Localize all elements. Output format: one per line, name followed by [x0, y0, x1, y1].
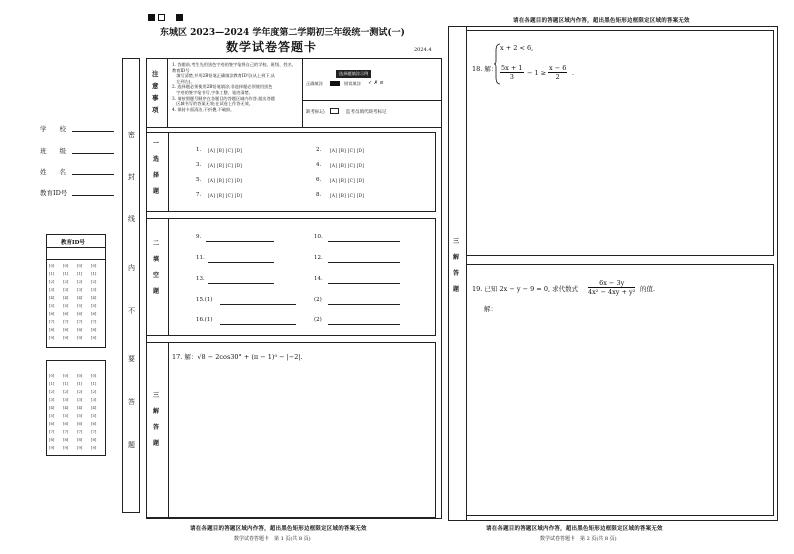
- id-bubble[interactable]: [0]: [49, 263, 55, 268]
- id-bubble[interactable]: [2]: [49, 279, 55, 284]
- id-bubble[interactable]: [1]: [63, 271, 69, 276]
- id-bubble[interactable]: [0]: [91, 373, 97, 378]
- question-18-line1: x + 2 < 6,: [500, 44, 534, 52]
- seal-char: 题: [128, 441, 135, 449]
- divider: [168, 342, 169, 518]
- id-bubble[interactable]: [2]: [77, 389, 83, 394]
- correct-fill-example: [330, 81, 340, 86]
- blank-number: 12.: [314, 255, 323, 261]
- answer-area-17[interactable]: [172, 364, 432, 512]
- section-mc-label: 一 选 择 题: [153, 140, 160, 195]
- answer-area-18[interactable]: [472, 92, 768, 250]
- id-bubble[interactable]: [0]: [49, 373, 55, 378]
- warning-text: 请在各题目的答题区域内作答，超出黑色矩形边框限定区域的答案无效: [486, 526, 663, 532]
- divider: [302, 100, 442, 101]
- mc-options[interactable]: [A] [B] [C] [D]: [330, 163, 365, 168]
- page-footer: 数学试卷答题卡 第 1 页(共 8 页): [234, 536, 311, 542]
- absent-label: 缺考标记:: [306, 110, 326, 115]
- mc-number: 3.: [196, 162, 202, 168]
- id-bubble[interactable]: [3]: [77, 287, 83, 292]
- id-bubble[interactable]: [0]: [63, 373, 69, 378]
- digit-grid: [46, 360, 106, 456]
- edu-id-grid: [46, 234, 106, 348]
- page-title: 东城区 2023—2024 学年度第二学期初三年级统一测试(一): [160, 28, 405, 38]
- id-bubble[interactable]: [6]: [77, 311, 83, 316]
- mc-number: 2.: [316, 147, 322, 153]
- id-bubble[interactable]: [6]: [91, 421, 97, 426]
- school-label: 学 校: [40, 125, 66, 133]
- mc-options[interactable]: [A] [B] [C] [D]: [330, 148, 365, 153]
- seal-char: 封: [128, 173, 135, 181]
- seal-char: 线: [128, 215, 135, 223]
- id-bubble[interactable]: [7]: [63, 429, 69, 434]
- page-subtitle: 数学试卷答题卡: [226, 40, 318, 54]
- id-bubble[interactable]: [0]: [77, 263, 83, 268]
- id-bubble[interactable]: [8]: [77, 327, 83, 332]
- absent-checkbox[interactable]: [330, 108, 339, 114]
- id-bubble[interactable]: [3]: [63, 397, 69, 402]
- blank-number: 14.: [314, 276, 323, 282]
- question-18-prefix: 18. 解：: [472, 65, 498, 73]
- seal-char: 内: [128, 264, 135, 272]
- id-bubble[interactable]: [7]: [77, 429, 83, 434]
- id-bubble[interactable]: [3]: [63, 287, 69, 292]
- blank-answer-line[interactable]: [208, 283, 274, 284]
- id-bubble[interactable]: [5]: [63, 413, 69, 418]
- mc-number: 7.: [196, 192, 202, 198]
- id-bubble[interactable]: [1]: [49, 271, 55, 276]
- id-bubble[interactable]: [4]: [49, 405, 55, 410]
- notice-label: 注 意 事 项: [152, 70, 159, 114]
- blank-number: 16.(1): [196, 317, 213, 323]
- mc-number: 4.: [316, 162, 322, 168]
- mc-options[interactable]: [A] [B] [C] [D]: [330, 178, 365, 183]
- id-bubble[interactable]: [1]: [77, 271, 83, 276]
- id-bubble[interactable]: [4]: [63, 295, 69, 300]
- id-bubble[interactable]: [3]: [91, 287, 97, 292]
- id-bubble[interactable]: [6]: [77, 421, 83, 426]
- id-bubble[interactable]: [3]: [91, 397, 97, 402]
- edu-id-label: 教育ID号: [40, 189, 68, 197]
- blank-number: 11.: [196, 255, 205, 261]
- alignment-marker: [158, 14, 165, 21]
- id-bubble[interactable]: [1]: [49, 381, 55, 386]
- divider: [302, 58, 303, 128]
- blank-number: (2): [314, 317, 322, 323]
- id-bubble[interactable]: [0]: [63, 263, 69, 268]
- id-bubble[interactable]: [9]: [77, 445, 83, 450]
- id-bubble[interactable]: [2]: [91, 389, 97, 394]
- fill-example-label: 选择题填涂示例: [336, 70, 371, 78]
- id-bubble[interactable]: [4]: [63, 405, 69, 410]
- blank-answer-line[interactable]: [208, 262, 274, 263]
- mc-number: 8.: [316, 192, 322, 198]
- id-bubble[interactable]: [9]: [63, 445, 69, 450]
- id-bubble[interactable]: [9]: [49, 445, 55, 450]
- blank-number: 10.: [314, 234, 323, 240]
- divider: [167, 58, 168, 128]
- name-input[interactable]: [72, 174, 114, 175]
- id-bubble[interactable]: [7]: [77, 319, 83, 324]
- id-bubble[interactable]: [1]: [91, 271, 97, 276]
- id-bubble[interactable]: [5]: [77, 303, 83, 308]
- id-bubble[interactable]: [8]: [91, 327, 97, 332]
- id-bubble[interactable]: [6]: [49, 421, 55, 426]
- id-bubble[interactable]: [5]: [91, 303, 97, 308]
- id-bubble[interactable]: [4]: [49, 295, 55, 300]
- id-bubble[interactable]: [6]: [91, 311, 97, 316]
- section-blanks-label: 二 填 空 题: [153, 240, 160, 295]
- mc-options[interactable]: [A] [B] [C] [D]: [208, 163, 243, 168]
- question-19-answer-label: 解：: [484, 305, 497, 313]
- section-solutions-label: 三 解 答 题: [153, 392, 160, 447]
- mc-options[interactable]: [A] [B] [C] [D]: [330, 193, 365, 198]
- id-bubble[interactable]: [5]: [63, 303, 69, 308]
- mc-options[interactable]: [A] [B] [C] [D]: [208, 193, 243, 198]
- id-bubble[interactable]: [7]: [63, 319, 69, 324]
- id-bubble[interactable]: [4]: [91, 405, 97, 410]
- id-bubble[interactable]: [7]: [91, 429, 97, 434]
- id-bubble[interactable]: [5]: [91, 413, 97, 418]
- id-bubble[interactable]: [0]: [91, 263, 97, 268]
- id-bubble[interactable]: [3]: [49, 397, 55, 402]
- id-bubble[interactable]: [8]: [63, 327, 69, 332]
- alignment-marker: [176, 14, 183, 21]
- id-bubble[interactable]: [5]: [49, 303, 55, 308]
- mc-options[interactable]: [A] [B] [C] [D]: [208, 148, 243, 153]
- bubble-grid[interactable]: [49, 263, 105, 345]
- id-bubble[interactable]: [1]: [91, 381, 97, 386]
- id-bubble[interactable]: [6]: [63, 421, 69, 426]
- id-bubble[interactable]: [2]: [63, 389, 69, 394]
- id-bubble[interactable]: [9]: [91, 445, 97, 450]
- id-bubble[interactable]: [7]: [49, 319, 55, 324]
- blank-number: (2): [314, 297, 322, 303]
- id-bubble[interactable]: [2]: [63, 279, 69, 284]
- blank-number: 13.: [196, 276, 205, 282]
- mc-number: 6.: [316, 177, 322, 183]
- question-18-frac1: 5x + 1 3: [501, 64, 523, 81]
- question-19-suffix: 的值.: [640, 285, 656, 293]
- id-bubble[interactable]: [4]: [77, 295, 83, 300]
- id-bubble[interactable]: [2]: [49, 389, 55, 394]
- id-bubble[interactable]: [8]: [77, 437, 83, 442]
- wrong-fill-marks: ✓ ✗ ⊘: [368, 80, 384, 86]
- id-bubble[interactable]: [5]: [77, 413, 83, 418]
- divider: [47, 247, 105, 248]
- wrong-fill-label: 错误填涂: [344, 81, 361, 86]
- question-19-prefix: 19. 已知 2x − y − 9 = 0, 求代数式: [472, 285, 579, 293]
- mc-number: 1.: [196, 147, 202, 153]
- question-19-frac: 6x − 3y 4x² − 4xy + y²: [588, 279, 636, 296]
- seal-char: 不: [128, 307, 135, 315]
- id-bubble[interactable]: [1]: [63, 381, 69, 386]
- blank-answer-line[interactable]: [220, 304, 296, 305]
- id-bubble[interactable]: [9]: [63, 335, 69, 340]
- page-footer: 数学试卷答题卡 第 2 页(共 8 页): [540, 536, 617, 542]
- blank-answer-line[interactable]: [328, 324, 400, 325]
- blank-number: 9.: [196, 234, 202, 240]
- seal-char: 要: [128, 355, 135, 363]
- id-bubble[interactable]: [3]: [77, 397, 83, 402]
- seal-char: 密: [128, 131, 135, 139]
- blank-answer-line[interactable]: [328, 262, 400, 263]
- id-bubble[interactable]: [4]: [91, 295, 97, 300]
- question-18-end: .: [572, 69, 575, 77]
- divider: [47, 259, 105, 260]
- mc-options[interactable]: [A] [B] [C] [D]: [208, 178, 243, 183]
- blank-answer-line[interactable]: [328, 241, 400, 242]
- divider: [168, 132, 169, 212]
- answer-area-19[interactable]: [472, 314, 768, 510]
- id-bubble[interactable]: [2]: [77, 279, 83, 284]
- blank-answer-line[interactable]: [328, 304, 400, 305]
- question-18-mid: − 1 ≥: [527, 69, 547, 77]
- seal-char: 答: [128, 398, 135, 406]
- class-input[interactable]: [72, 153, 114, 154]
- id-bubble[interactable]: [9]: [49, 335, 55, 340]
- bubble-grid[interactable]: [49, 373, 105, 455]
- blank-answer-line[interactable]: [328, 283, 400, 284]
- id-bubble[interactable]: [8]: [63, 437, 69, 442]
- id-bubble[interactable]: [7]: [91, 319, 97, 324]
- id-bubble[interactable]: [2]: [91, 279, 97, 284]
- name-label: 姓 名: [40, 168, 66, 176]
- blank-answer-line[interactable]: [220, 324, 296, 325]
- alignment-marker: [148, 14, 155, 21]
- id-bubble[interactable]: [0]: [77, 373, 83, 378]
- id-bubble[interactable]: [9]: [91, 335, 97, 340]
- edu-id-grid-title: 教育ID号: [61, 240, 85, 246]
- id-bubble[interactable]: [1]: [77, 381, 83, 386]
- id-bubble[interactable]: [3]: [49, 287, 55, 292]
- blank-number: 15.(1): [196, 297, 213, 303]
- school-input[interactable]: [72, 131, 114, 132]
- divider: [168, 218, 169, 336]
- class-label: 班 级: [40, 147, 66, 155]
- section-mc: [146, 132, 436, 212]
- id-bubble[interactable]: [7]: [49, 429, 55, 434]
- edu-id-input[interactable]: [72, 195, 114, 196]
- id-bubble[interactable]: [5]: [49, 413, 55, 418]
- mc-number: 5.: [196, 177, 202, 183]
- question-18-frac2: x − 6 2: [549, 64, 567, 81]
- section-blanks: [146, 218, 436, 336]
- warning-text: 请在各题目的答题区域内作答，超出黑色矩形边框限定区域的答案无效: [513, 18, 690, 24]
- id-bubble[interactable]: [8]: [91, 437, 97, 442]
- section-solutions-label-right: 三 解 答 题: [453, 238, 460, 293]
- notice-text: 1. 答题前,考生先用黑色字迹的签字笔将自己的学校、班级、姓名、教育ID号 填写清楚,并用2B铅笔正确填涂教育ID号(从上到下,从 左到右)。 2. 选择题必须使用2B铅笔填涂;非选择题必须使用黑色 字迹的签字笔书写,字体工整、笔迹清楚。 3. 请按照题号顺序在各题目的答题区域内作答,超出答题 区域书写的答案无效;在试卷上作答无效。 4. 保持卡面清洁,不折叠,不破损。: [172, 62, 296, 112]
- id-bubble[interactable]: [8]: [49, 327, 55, 332]
- warning-text: 请在各题目的答题区域内作答，超出黑色矩形边框限定区域的答案无效: [190, 526, 367, 532]
- id-bubble[interactable]: [6]: [63, 311, 69, 316]
- correct-fill-label: 正确填涂: [306, 81, 323, 86]
- id-bubble[interactable]: [9]: [77, 335, 83, 340]
- id-bubble[interactable]: [8]: [49, 437, 55, 442]
- blank-answer-line[interactable]: [206, 241, 274, 242]
- absent-note: 监考员填代缺考标记: [346, 110, 387, 115]
- id-bubble[interactable]: [4]: [77, 405, 83, 410]
- id-bubble[interactable]: [6]: [49, 311, 55, 316]
- exam-date: 2024.4: [414, 47, 432, 53]
- question-17: 17. 解：√8 − 2cos30° + (π − 1)⁰ − |−2|.: [172, 353, 303, 361]
